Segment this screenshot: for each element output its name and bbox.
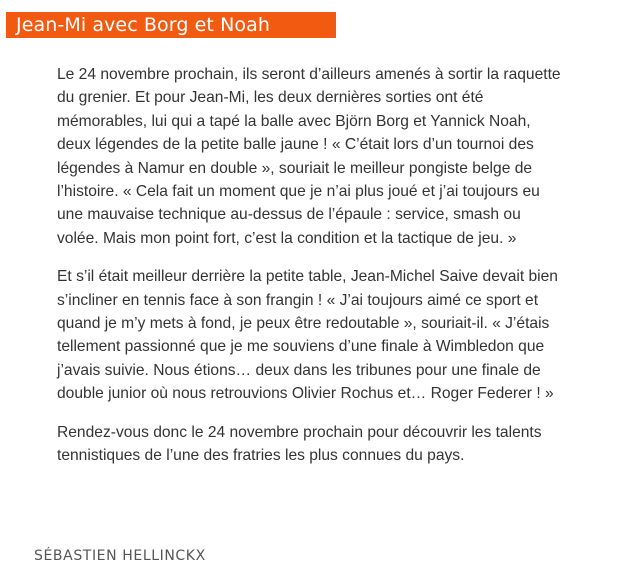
paragraph-line: tellement passionné que je me souviens d’une finale à Wimbledon que (57, 338, 545, 356)
paragraph-line: l’histoire. « Cela fait un moment que je n’ai plus joué et j’ai toujours eu (57, 183, 540, 201)
paragraph-line: quand je m’y mets à fond, je peux être redoutable », souriait-il. « J’étais (57, 315, 550, 333)
paragraph-line: Le 24 novembre prochain, ils seront d’ailleurs amenés à sortir la raquette (57, 66, 561, 83)
paragraph-line: volée. Mais mon point fort, c’est la condition et la tactique de jeu. » (57, 229, 517, 247)
paragraph-line: deux légendes de la petite balle jaune ! « C’était lors d’un tournoi des (57, 136, 534, 154)
article-subheading: Jean-Mi avec Borg et Noah (6, 12, 336, 38)
paragraph-line: double junior où nous retrouvions Olivier Rochus et… Roger Federer ! » (57, 385, 554, 403)
paragraph-line: s’incliner en tennis face à son frangin ! « J’ai toujours aimé ce sport et (57, 291, 539, 309)
author-byline: SÉBASTIEN HELLINCKX (34, 548, 206, 564)
paragraph-line: tennistiques de l’une des fratries les plus connues du pays. (57, 447, 465, 465)
article-body (57, 63, 597, 468)
paragraph-line: mémorables, lui qui a tapé la balle avec Björn Borg et Yannick Noah, (57, 112, 531, 130)
paragraph-line: une mauvaise technique au-dessus de l’épaule : service, smash ou (57, 206, 521, 224)
paragraph-line: du grenier. Et pour Jean-Mi, les deux dernières sorties ont été (57, 89, 484, 107)
paragraph-1 (57, 63, 597, 250)
paragraph-2 (57, 265, 597, 405)
paragraph-line: Rendez-vous donc le 24 novembre prochain pour découvrir les talents (57, 423, 542, 441)
paragraph-line: Et s’il était meilleur derrière la petite table, Jean-Michel Saive devait bien (57, 268, 558, 286)
paragraph-line: légendes à Namur en double », souriait le meilleur pongiste belge de (57, 159, 533, 177)
paragraph-3 (57, 421, 597, 468)
paragraph-line: j’avais suivie. Nous étions… deux dans les tribunes pour une finale de (57, 361, 541, 379)
